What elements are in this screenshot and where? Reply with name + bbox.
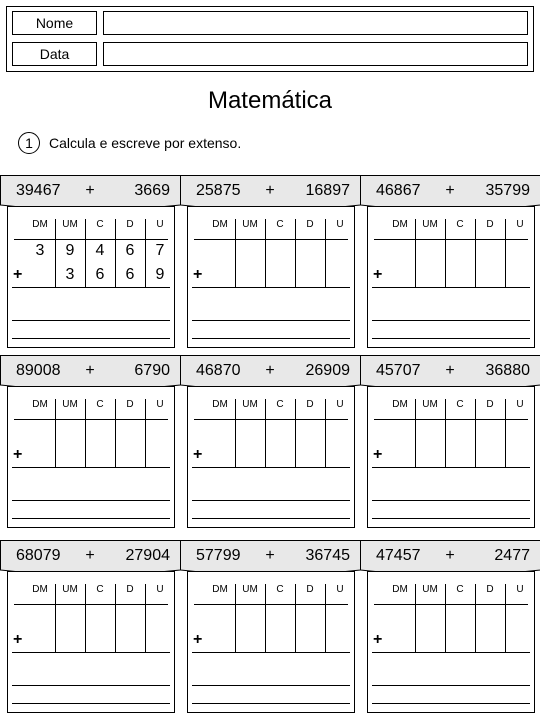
column-divider [505,219,506,287]
plus-sign: + [85,182,95,199]
column-divider [235,399,236,467]
column-divider [445,399,446,467]
column-header: UM [62,399,78,410]
column-divider [505,399,506,467]
column-divider [145,399,146,467]
column-divider [265,219,266,287]
answer-line[interactable] [192,685,350,686]
addend-1: 57799 [196,547,241,564]
addend-1: 89008 [16,362,61,379]
digit-a: 7 [155,242,165,259]
plus-symbol: + [13,446,23,463]
column-header: C [456,584,464,595]
plus-sign: + [445,362,455,379]
work-area [7,571,175,713]
plus-symbol: + [373,266,383,283]
addend-1: 47457 [376,547,421,564]
answer-line[interactable] [372,685,530,686]
instruction-number: 1 [18,132,40,154]
addend-1: 68079 [16,547,61,564]
answer-line[interactable] [12,703,170,704]
plus-sign: + [445,547,455,564]
work-area [187,571,355,713]
column-header: U [156,584,164,595]
column-header: U [336,399,344,410]
column-header: DM [32,584,48,595]
digit-b: 3 [65,266,75,283]
column-divider [85,399,86,467]
header-rule [14,604,168,605]
plus-symbol: + [193,631,203,648]
addend-2: 36745 [305,547,350,564]
column-header: D [486,399,494,410]
answer-line[interactable] [192,320,350,321]
column-header: U [516,584,524,595]
column-header: U [336,584,344,595]
column-divider [325,219,326,287]
addend-1: 45707 [376,362,421,379]
column-divider [415,219,416,287]
answer-line[interactable] [372,320,530,321]
column-header: DM [32,399,48,410]
column-divider [505,584,506,652]
digit-b: 6 [125,266,135,283]
answer-line[interactable] [12,320,170,321]
plus-sign: + [85,547,95,564]
column-header: U [516,399,524,410]
addend-1: 39467 [16,182,61,199]
sum-rule [192,287,350,288]
column-header: DM [212,584,228,595]
work-area [367,571,535,713]
digit-a: 9 [65,242,75,259]
header-rule [374,419,528,420]
answer-line[interactable] [192,500,350,501]
plus-symbol: + [373,631,383,648]
student-info-box [6,6,534,72]
addend-2: 35799 [485,182,530,199]
column-header: UM [422,584,438,595]
column-header: UM [242,584,258,595]
column-divider [415,399,416,467]
column-divider [475,584,476,652]
sum-rule [12,287,170,288]
plus-sign: + [265,182,275,199]
column-header: C [276,584,284,595]
operation-header [180,355,361,389]
answer-line[interactable] [372,518,530,519]
header-rule [374,239,528,240]
plus-symbol: + [13,266,23,283]
operation-header [360,355,540,389]
column-header: D [126,584,134,595]
column-header: C [96,219,104,230]
answer-line[interactable] [192,703,350,704]
answer-line[interactable] [372,703,530,704]
column-divider [235,219,236,287]
answer-line[interactable] [12,500,170,501]
column-header: U [336,219,344,230]
answer-line[interactable] [372,338,530,339]
plus-sign: + [85,362,95,379]
work-area [7,386,175,528]
column-divider [295,219,296,287]
plus-symbol: + [193,446,203,463]
column-header: C [276,399,284,410]
sum-rule [12,467,170,468]
header-rule [14,419,168,420]
column-header: D [306,584,314,595]
column-header: DM [212,399,228,410]
column-divider [445,219,446,287]
column-divider [265,584,266,652]
sum-rule [192,467,350,468]
column-header: DM [392,399,408,410]
work-area [367,206,535,348]
instruction-text: Calcula e escreve por extenso. [49,135,242,151]
column-header: D [486,219,494,230]
column-header: C [456,399,464,410]
column-divider [475,219,476,287]
column-divider [235,584,236,652]
addend-2: 26909 [305,362,350,379]
column-divider [145,584,146,652]
column-header: DM [32,219,48,230]
column-divider [295,584,296,652]
work-area [7,206,175,348]
name-row [12,11,528,35]
header-rule [374,604,528,605]
digit-a: 3 [35,242,45,259]
column-header: DM [212,219,228,230]
column-header: D [486,584,494,595]
sum-rule [372,467,530,468]
sum-rule [372,652,530,653]
work-area [187,386,355,528]
work-area [187,206,355,348]
column-header: C [96,584,104,595]
plus-sign: + [265,547,275,564]
column-header: D [306,399,314,410]
header-rule [194,419,348,420]
column-header: C [456,219,464,230]
header-rule [14,239,168,240]
name-field[interactable] [103,11,528,35]
sum-rule [192,652,350,653]
plus-symbol: + [193,266,203,283]
addend-2: 16897 [305,182,350,199]
digit-b: 6 [95,266,105,283]
column-divider [475,399,476,467]
answer-line[interactable] [192,338,350,339]
answer-line[interactable] [372,500,530,501]
column-divider [115,584,116,652]
answer-line[interactable] [12,518,170,519]
addend-1: 46867 [376,182,421,199]
date-row [12,42,528,66]
column-divider [85,584,86,652]
column-divider [265,399,266,467]
answer-line[interactable] [12,338,170,339]
operation-header [0,175,181,209]
operation-header [180,540,361,574]
plus-sign: + [265,362,275,379]
column-header: D [306,219,314,230]
operation-header [0,355,181,389]
column-divider [115,399,116,467]
column-header: UM [62,584,78,595]
plus-symbol: + [373,446,383,463]
header-rule [194,604,348,605]
column-header: UM [242,399,258,410]
column-divider [325,584,326,652]
addend-2: 2477 [494,547,530,564]
operation-header [360,175,540,209]
column-header: U [156,399,164,410]
plus-sign: + [445,182,455,199]
column-header: UM [422,399,438,410]
operation-header [360,540,540,574]
column-divider [295,399,296,467]
addend-2: 36880 [485,362,530,379]
column-header: D [126,399,134,410]
column-header: DM [392,219,408,230]
answer-line[interactable] [192,518,350,519]
addend-2: 27904 [125,547,170,564]
page-title: Matemática [207,87,333,114]
column-header: U [156,219,164,230]
addend-1: 25875 [196,182,241,199]
column-header: UM [242,219,258,230]
sum-rule [372,287,530,288]
column-divider [55,399,56,467]
column-header: UM [62,219,78,230]
date-label: Data [12,42,97,66]
column-header: D [126,219,134,230]
operation-header [0,540,181,574]
column-header: C [276,219,284,230]
column-divider [415,584,416,652]
operation-header [180,175,361,209]
name-label: Nome [12,11,97,35]
addend-2: 3669 [134,182,170,199]
digit-a: 6 [125,242,135,259]
addend-2: 6790 [134,362,170,379]
column-divider [55,584,56,652]
column-divider [325,399,326,467]
date-field[interactable] [103,42,528,66]
column-header: C [96,399,104,410]
digit-b: 9 [155,266,165,283]
column-header: DM [392,584,408,595]
sum-rule [12,652,170,653]
header-rule [194,239,348,240]
answer-line[interactable] [12,685,170,686]
addend-1: 46870 [196,362,241,379]
column-header: U [516,219,524,230]
column-divider [445,584,446,652]
plus-symbol: + [13,631,23,648]
digit-a: 4 [95,242,105,259]
work-area [367,386,535,528]
column-header: UM [422,219,438,230]
